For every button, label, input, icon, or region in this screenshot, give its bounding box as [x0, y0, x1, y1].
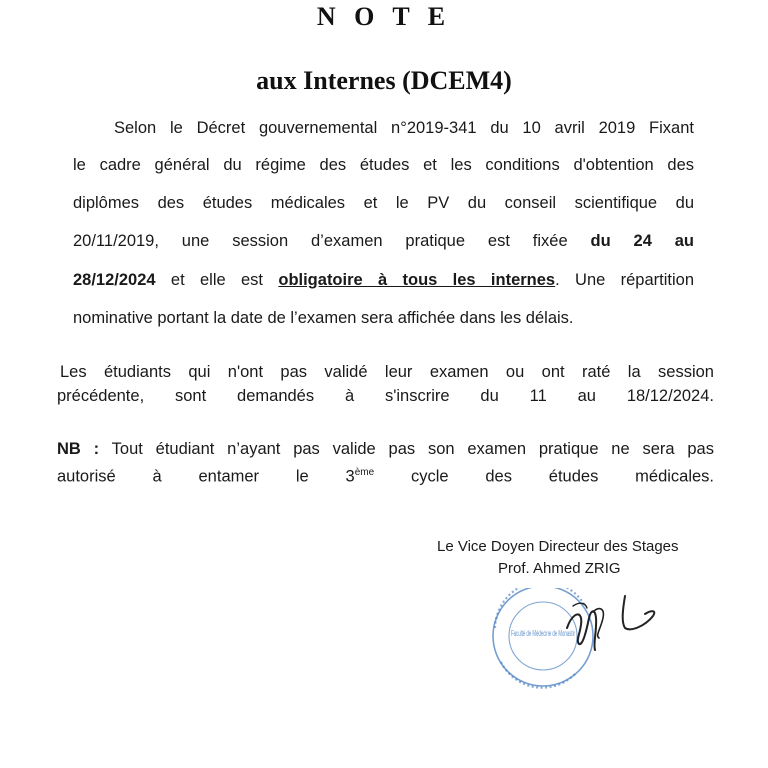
line-text: autorisé à entamer le 3 [57, 467, 355, 486]
document-title: N O T E [316, 2, 452, 31]
line-text: Tout étudiant n’ayant pas valide pas son examen pratique ne sera pas [111, 440, 714, 458]
paragraph-line: Selon le Décret gouvernemental n°2019-341 du 10 avril 2019 Fixant [114, 119, 694, 137]
note-label: NB : [57, 440, 100, 458]
document-subtitle: aux Internes (DCEM4) [256, 66, 512, 95]
stamp-signature-graphic [475, 588, 675, 698]
line-text: cycle des études médicales. [410, 467, 715, 486]
signatory-name: Prof. Ahmed ZRIG [498, 560, 621, 577]
superscript: ème [354, 467, 375, 478]
exam-date-start: du 24 au [590, 232, 694, 250]
paragraph-line [73, 229, 694, 253]
note-line [57, 437, 714, 461]
mandatory-notice: obligatoire à tous les internes [278, 271, 556, 289]
signatory-role: Le Vice Doyen Directeur des Stages [437, 538, 679, 555]
paragraph-line: Les étudiants qui n'ont pas validé leur examen ou ont raté la session [60, 363, 714, 381]
paragraph-line: diplômes des études médicales et le PV du conseil scientifique du [73, 194, 694, 212]
handwritten-signature [567, 596, 654, 650]
paragraph-line: le cadre général du régime des études et les conditions d'obtention des [73, 156, 694, 174]
exam-date-end: 28/12/2024 [73, 271, 156, 289]
stamp-text: Faculté de Médecine de Monastir [511, 629, 576, 638]
note-line [57, 461, 714, 485]
line-text: 20/11/2019, une session d’examen pratique est fixée [73, 232, 568, 250]
paragraph-line: précédente, sont demandés à s'inscrire du 11 au 18/12/2024. [57, 387, 714, 405]
line-text: . Une répartition [555, 271, 694, 289]
paragraph-line: nominative portant la date de l’examen sera affichée dans les délais. [73, 309, 574, 327]
line-text: et elle est [170, 271, 264, 289]
paragraph-line [73, 268, 694, 292]
